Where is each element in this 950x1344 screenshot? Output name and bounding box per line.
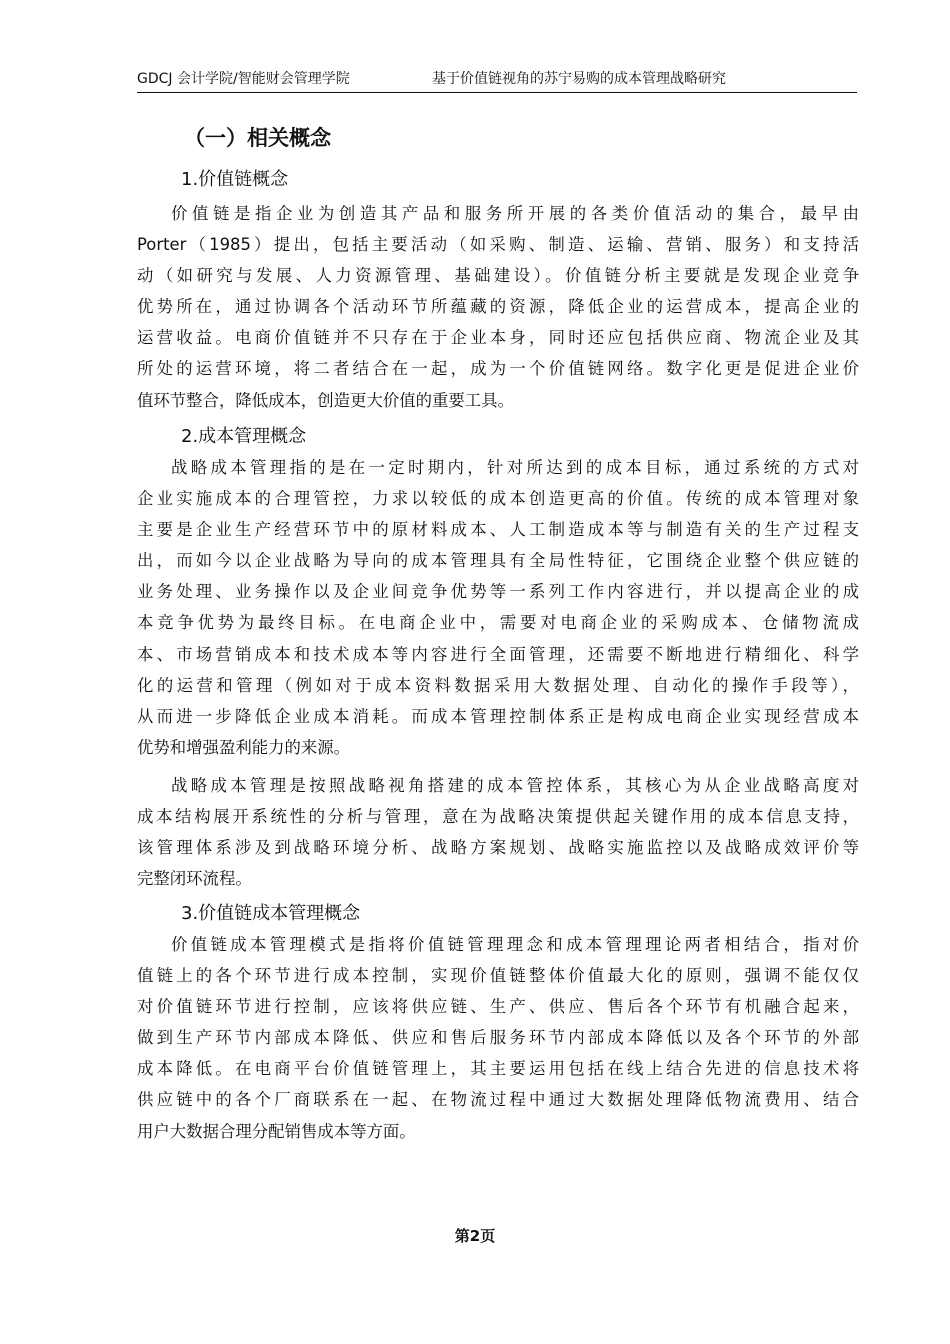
text-line: 出，而如今以企业战略为导向的成本管理具有全局性特征，它围绕企业整个供应链的 bbox=[137, 551, 859, 571]
header-school: GDCJ 会计学院/智能财会管理学院 bbox=[137, 71, 350, 87]
text-line: 值链上的各个环节进行成本控制，实现价值链整体价值最大化的原则，强调不能仅仅 bbox=[137, 966, 859, 986]
text-line: 该管理体系涉及到战略环境分析、战略方案规划、战略实施监控以及战略成效评价等 bbox=[137, 838, 859, 858]
text-line: 战略成本管理是按照战略视角搭建的成本管控体系，其核心为从企业战略高度对 bbox=[171, 776, 859, 795]
text-line: 优势所在，通过协调各个活动环节所蕴藏的资源，降低企业的运营成本，提高企业的 bbox=[137, 297, 859, 317]
section-title: （一）相关概念 bbox=[184, 126, 331, 150]
text-line: 化的运营和管理（例如对于成本资料数据采用大数据处理、自动化的操作手段等）， bbox=[137, 675, 859, 695]
paragraph-cost-management-2 bbox=[137, 770, 859, 894]
text-line: 战略成本管理指的是在一定时期内，针对所达到的成本目标，通过系统的方式对 bbox=[171, 458, 859, 477]
text-line: 完整闭环流程。 bbox=[137, 869, 252, 889]
subsection-title-cost-management: 2.成本管理概念 bbox=[181, 426, 307, 447]
text-line: 值环节整合，降低成本，创造更大价值的重要工具。 bbox=[137, 390, 514, 410]
text-line: Porter（1985）提出，包括主要活动（如采购、制造、运输、营销、服务）和支持活 bbox=[137, 235, 859, 255]
text-line: 优势和增强盈利能力的来源。 bbox=[137, 737, 351, 757]
text-line: 业务处理、业务操作以及企业间竞争优势等一系列工作内容进行，并以提高企业的成 bbox=[137, 582, 859, 602]
subsection-title-value-chain: 1.价值链概念 bbox=[181, 169, 289, 190]
text-line: 本、市场营销成本和技术成本等内容进行全面管理，还需要不断地进行精细化、科学 bbox=[137, 644, 859, 664]
header-thesis-title: 基于价值链视角的苏宁易购的成本管理战略研究 bbox=[432, 71, 726, 87]
text-line: 做到生产环节内部成本降低、供应和售后服务环节内部成本降低以及各个环节的外部 bbox=[137, 1028, 859, 1048]
subsection-title-value-chain-cost-management: 3.价值链成本管理概念 bbox=[181, 903, 361, 924]
paragraph-value-chain-cost-management bbox=[137, 929, 859, 1147]
text-line: 成本结构展开系统性的分析与管理，意在为战略决策提供起关键作用的成本信息支持， bbox=[137, 807, 859, 827]
paragraph-value-chain bbox=[137, 198, 859, 416]
text-line: 企业实施成本的合理管控，力求以较低的成本创造更高的价值。传统的成本管理对象 bbox=[137, 489, 859, 509]
text-line: 所处的运营环境，将二者结合在一起，成为一个价值链网络。数字化更是促进企业价 bbox=[137, 359, 859, 379]
text-line: 用户大数据合理分配销售成本等方面。 bbox=[137, 1121, 416, 1141]
text-line: 本竞争优势为最终目标。在电商企业中，需要对电商企业的采购成本、仓储物流成 bbox=[137, 613, 859, 633]
page-number: 第2页 bbox=[454, 1227, 496, 1245]
text-line: 价值链成本管理模式是指将价值链管理理念和成本管理理论两者相结合，指对价 bbox=[171, 935, 859, 954]
text-line: 主要是企业生产经营环节中的原材料成本、人工制造成本等与制造有关的生产过程支 bbox=[137, 520, 859, 540]
text-line: 供应链中的各个厂商联系在一起、在物流过程中通过大数据处理降低物流费用、结合 bbox=[137, 1090, 859, 1110]
text-line: 价值链是指企业为创造其产品和服务所开展的各类价值活动的集合，最早由 bbox=[171, 204, 859, 223]
text-line: 对价值链环节进行控制，应该将供应链、生产、供应、售后各个环节有机融合起来， bbox=[137, 997, 859, 1017]
text-line: 成本降低。在电商平台价值链管理上，其主要运用包括在线上结合先进的信息技术将 bbox=[137, 1059, 859, 1079]
text-line: 运营收益。电商价值链并不只存在于企业本身，同时还应包括供应商、物流企业及其 bbox=[137, 328, 859, 348]
text-line: 从而进一步降低企业成本消耗。而成本管理控制体系正是构成电商企业实现经营成本 bbox=[137, 706, 859, 726]
paragraph-cost-management-1 bbox=[137, 452, 859, 763]
text-line: 动（如研究与发展、人力资源管理、基础建设）。价值链分析主要就是发现企业竞争 bbox=[137, 266, 859, 286]
running-header bbox=[137, 70, 857, 93]
